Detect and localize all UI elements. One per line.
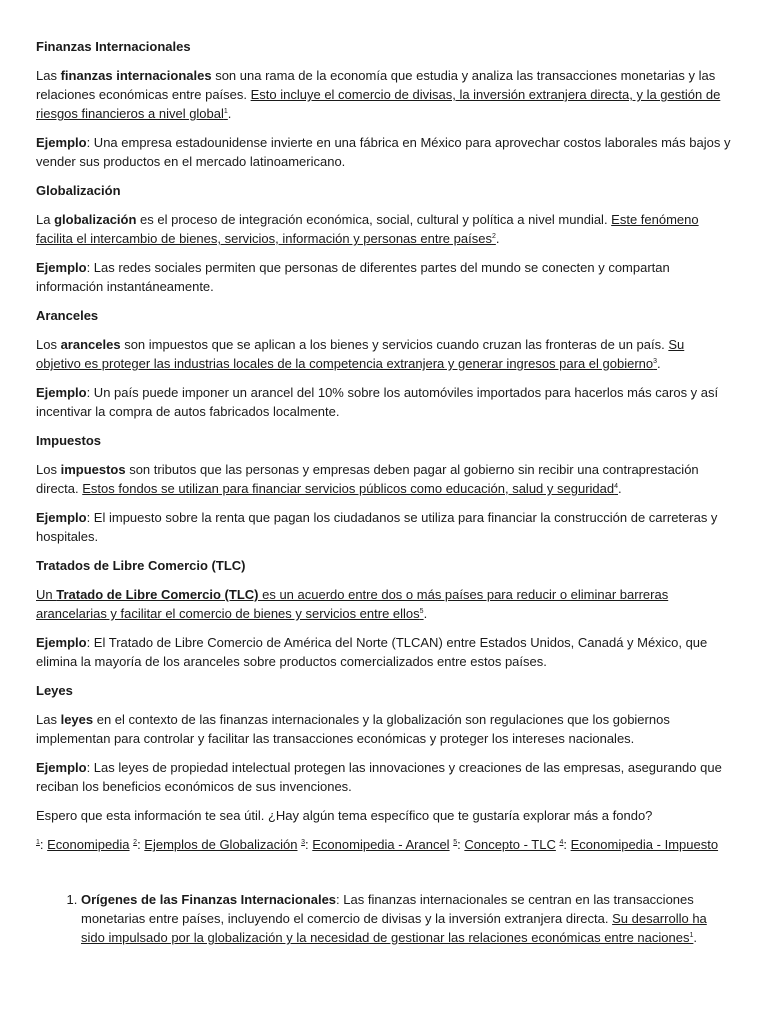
example-label: Ejemplo	[36, 135, 87, 150]
definition-paragraph: La globalización es el proceso de integración económica, social, cultural y política a nivel mundial. Este fenómeno facilita el intercambio de bienes, servicios, información y personas entre países$^2$.	[36, 212, 699, 246]
text: : El Tratado de Libre Comercio de América del Norte (TLCAN) entre Estados Unidos, Canadá y México, que elimina la mayoría de los aranceles sobre productos comercializados entre estos países.	[36, 635, 708, 669]
references: $^1$: Economipedia $^2$: Ejemplos de Globalización $^3$: Economipedia - Arancel $^5$: Concepto - TLC $^4$: Economipedia - Impuesto	[36, 837, 719, 852]
ref-number[interactable]: 4	[559, 839, 564, 846]
definition-paragraph: Los aranceles son impuestos que se aplican a los bienes y servicios cuando cruzan las fronteras de un país. Su objetivo es proteger las industrias locales de la competencia extranjera y generar ingresos para el gobierno$^3$.	[36, 337, 685, 371]
text: La	[36, 212, 55, 227]
term: finanzas internacionales	[60, 68, 212, 83]
section-heading: Impuestos	[36, 433, 102, 448]
citation-link[interactable]: Esto incluye el comercio de divisas, la inversión extranjera directa, y la gestión de riesgos financieros a nivel global$^1$	[36, 87, 721, 121]
text: son una rama de la economía que estudia y analiza las transacciones monetarias y las relaciones económicas entre países.	[36, 68, 716, 102]
text: Las	[36, 712, 61, 727]
definition-paragraph: Las finanzas internacionales son una rama de la economía que estudia y analiza las transacciones monetarias y las relaciones económicas entre países. Esto incluye el comercio de divisas, la inversión extranjera directa, y la gestión de riesgos financieros a nivel global$^1$.	[36, 68, 721, 121]
reference-link[interactable]: Economipedia - Impuesto	[570, 837, 719, 852]
footnote-marker[interactable]: 1	[223, 108, 228, 115]
citation-link[interactable]: Su desarrollo ha sido impulsado por la globalización y la necesidad de gestionar las relaciones económicas entre naciones$^1$	[81, 911, 707, 945]
example-paragraph	[36, 633, 732, 671]
definition-paragraph	[36, 710, 732, 748]
term: impuestos	[60, 462, 126, 477]
term: Tratado de Libre Comercio (TLC)	[56, 587, 259, 602]
text: en el contexto de las finanzas internacionales y la globalización son regulaciones que los gobiernos implementan para controlar y facilitar las transacciones económicas y proteger los intereses nacionales.	[36, 712, 670, 746]
text: son impuestos que se aplican a los bienes y servicios cuando cruzan las fronteras de un país.	[120, 337, 669, 352]
example-label: Ejemplo	[36, 760, 87, 775]
reference-link[interactable]: Economipedia - Arancel	[312, 837, 450, 852]
example-label: Ejemplo	[36, 260, 87, 275]
reference-link[interactable]: Concepto - TLC	[464, 837, 556, 852]
ref-number[interactable]: 1	[36, 839, 40, 846]
ref-number[interactable]: 5	[453, 839, 458, 846]
footnote-marker[interactable]: 4	[614, 483, 619, 490]
text: : El impuesto sobre la renta que pagan los ciudadanos se utiliza para financiar la construcción de carreteras y hospitales.	[36, 510, 718, 544]
footnote-marker[interactable]: 3	[653, 358, 658, 365]
text: : Una empresa estadounidense invierte en una fábrica en México para aprovechar costos laborales más bajos y vender sus productos en el mercado latinoamericano.	[36, 135, 731, 169]
section-heading: Globalización	[36, 183, 121, 198]
definition-paragraph: Un Tratado de Libre Comercio (TLC) es un acuerdo entre dos o más países para reducir o eliminar barreras arancelarias y facilitar el comercio de bienes y servicios entre ellos$^5$.	[36, 587, 669, 621]
text: : Las leyes de propiedad intelectual protegen las innovaciones y creaciones de las empresas, asegurando que reciban los beneficios económicos de sus invenciones.	[36, 760, 722, 794]
example-paragraph	[36, 508, 732, 546]
footnote-marker[interactable]: 1	[689, 932, 694, 939]
term: aranceles	[60, 337, 121, 352]
ref-number[interactable]: 3	[301, 839, 306, 846]
definition-paragraph: Los impuestos son tributos que las personas y empresas deben pagar al gobierno sin recibir una contraprestación directa. Estos fondos se utilizan para financiar servicios públicos como educación, salud y seguridad$^4$.	[36, 462, 699, 496]
term: leyes	[60, 712, 94, 727]
ref-number[interactable]: 2	[133, 839, 138, 846]
text: Los	[36, 462, 61, 477]
example-label: Ejemplo	[36, 510, 87, 525]
text: es el proceso de integración económica, social, cultural y política a nivel mundial.	[136, 212, 612, 227]
example-label: Ejemplo	[36, 385, 87, 400]
example-label: Ejemplo	[36, 635, 87, 650]
section-heading: Finanzas Internacionales	[36, 39, 191, 54]
citation-link[interactable]: Este fenómeno facilita el intercambio de bienes, servicios, información y personas entre países$^2$	[36, 212, 699, 246]
text: Los	[36, 337, 61, 352]
example-paragraph	[36, 258, 732, 296]
closing-text: Espero que esta información te sea útil. ¿Hay algún tema específico que te gustaría explorar más a fondo?	[36, 808, 653, 823]
numbered-list	[36, 890, 732, 947]
footnote-marker[interactable]: 5	[419, 608, 424, 615]
footnote-marker[interactable]: 2	[491, 233, 496, 240]
section-heading: Leyes	[36, 683, 73, 698]
example-paragraph	[36, 383, 732, 421]
text: : Un país puede imponer un arancel del 10% sobre los automóviles importados para hacerlos más caros y así incentivar la compra de autos fabricados localmente.	[36, 385, 719, 419]
reference-link[interactable]: Economipedia	[47, 837, 130, 852]
citation-link[interactable]: Un Tratado de Libre Comercio (TLC) es un acuerdo entre dos o más países para reducir o eliminar barreras arancelarias y facilitar el comercio de bienes y servicios entre ellos$^5$	[36, 587, 669, 621]
text: : Las finanzas internacionales se centran en las transacciones monetarias entre países, incluyendo el comercio de divisas y la inversión extranjera directa.	[81, 892, 694, 926]
citation-link[interactable]: Estos fondos se utilizan para financiar servicios públicos como educación, salud y seguridad$^4$	[82, 481, 619, 496]
text: son tributos que las personas y empresas deben pagar al gobierno sin recibir una contraprestación directa.	[36, 462, 699, 496]
text: : Las redes sociales permiten que personas de diferentes partes del mundo se conecten y compartan información instantáneamente.	[36, 260, 670, 294]
reference-link[interactable]: Ejemplos de Globalización	[144, 837, 298, 852]
text: Las	[36, 68, 61, 83]
example-paragraph	[36, 758, 732, 796]
list-item: 1. Orígenes de las Finanzas Internacionales: Las finanzas internacionales se centran en las transacciones monetarias entre países, incluyendo el comercio de divisas y la inversión extranjera directa. Su desarrollo ha sido impulsado por la globalización y la necesidad de gestionar las relaciones económicas entre naciones$^1$.	[81, 890, 732, 947]
section-heading: Aranceles	[36, 308, 99, 323]
section-heading: Tratados de Libre Comercio (TLC)	[36, 558, 246, 573]
example-paragraph	[36, 133, 732, 171]
term: globalización	[54, 212, 137, 227]
citation-link[interactable]: Su objetivo es proteger las industrias locales de la competencia extranjera y generar ingresos para el gobierno$^3$	[36, 337, 685, 371]
list-term: Orígenes de las Finanzas Internacionales	[81, 892, 337, 907]
